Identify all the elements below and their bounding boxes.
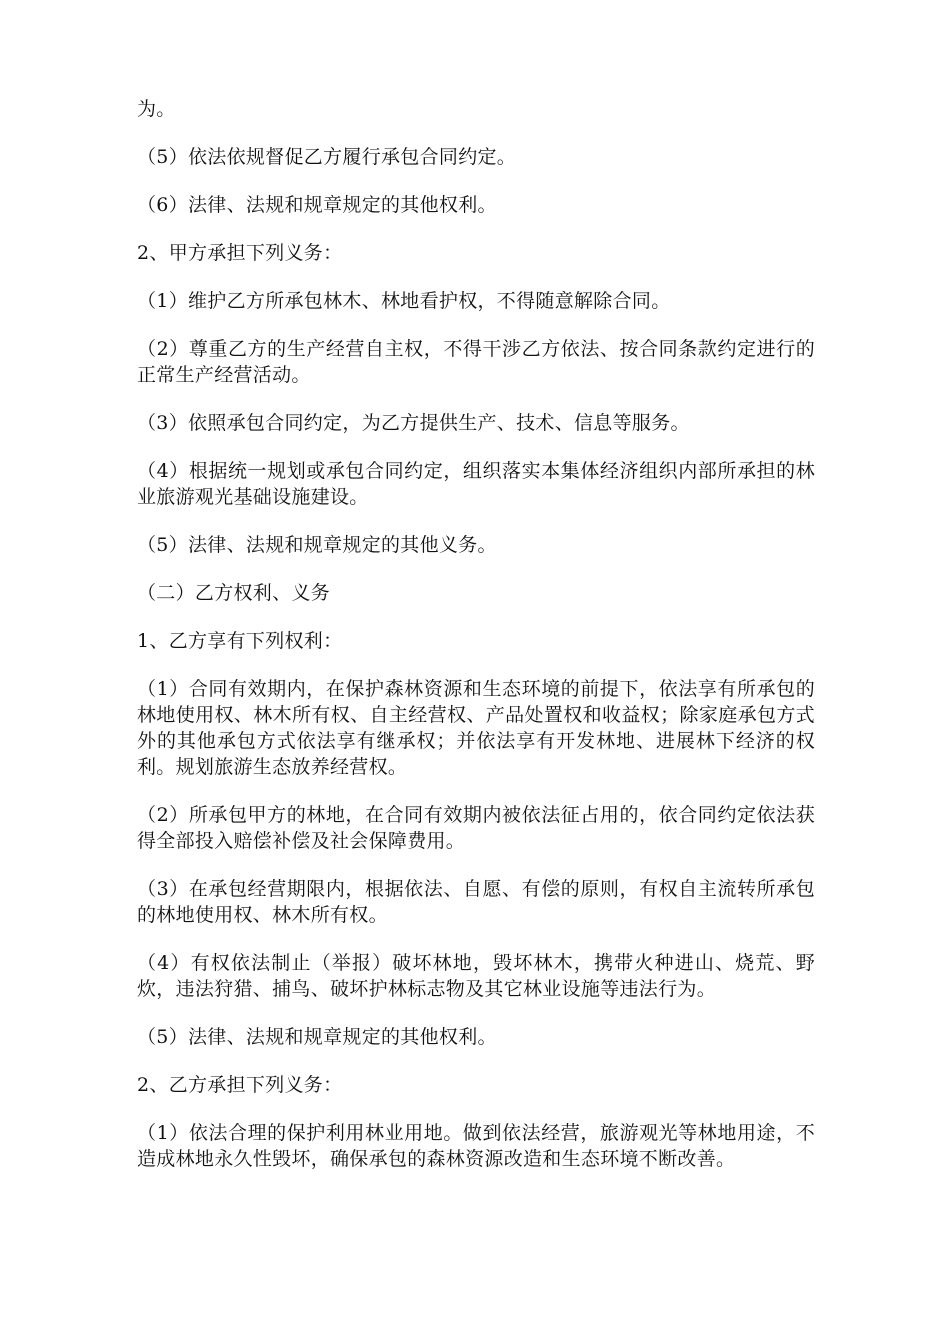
paragraph: （3）依照承包合同约定，为乙方提供生产、技术、信息等服务。 xyxy=(137,412,690,434)
paragraph: （4）根据统一规划或承包合同约定，组织落实本集体经济组织内部所承担的林业旅游观光基础设施建设。 xyxy=(137,460,815,508)
paragraph: （5）法律、法规和规章规定的其他权利。 xyxy=(137,1026,497,1048)
paragraph: （1）合同有效期内，在保护森林资源和生态环境的前提下，依法享有所承包的林地使用权、林木所有权、自主经营权、产品处置权和收益权；除家庭承包方式外的其他承包方式依法享有继承权；并依法享有开发林地、进展林下经济的权利。规划旅游生态放养经营权。 xyxy=(137,678,815,778)
paragraph: （5）法律、法规和规章规定的其他义务。 xyxy=(137,534,497,556)
paragraph: 为。 xyxy=(137,98,176,120)
section-heading: 2、乙方承担下列义务： xyxy=(137,1074,343,1096)
paragraph: （4）有权依法制止（举报）破坏林地，毁坏林木，携带火种进山、烧荒、野炊，违法狩猎、捕鸟、破坏护林标志物及其它林业设施等违法行为。 xyxy=(137,952,815,1000)
paragraph: （6）法律、法规和规章规定的其他权利。 xyxy=(137,194,497,216)
paragraph: （5）依法依规督促乙方履行承包合同约定。 xyxy=(137,146,517,168)
paragraph: （2）尊重乙方的生产经营自主权，不得干涉乙方依法、按合同条款约定进行的正常生产经营活动。 xyxy=(137,338,815,386)
section-heading: 1、乙方享有下列权利： xyxy=(137,630,343,652)
section-heading: （二）乙方权利、义务 xyxy=(137,582,331,604)
paragraph: （1）依法合理的保护利用林业用地。做到依法经营，旅游观光等林地用途，不造成林地永久性毁坏，确保承包的森林资源改造和生态环境不断改善。 xyxy=(137,1122,815,1170)
paragraph: （1）维护乙方所承包林木、林地看护权，不得随意解除合同。 xyxy=(137,290,671,312)
section-heading: 2、甲方承担下列义务： xyxy=(137,242,343,264)
paragraph: （2）所承包甲方的林地，在合同有效期内被依法征占用的，依合同约定依法获得全部投入赔偿补偿及社会保障费用。 xyxy=(137,804,815,852)
document-page xyxy=(137,96,815,1194)
paragraph: （3）在承包经营期限内，根据依法、自愿、有偿的原则，有权自主流转所承包的林地使用权、林木所有权。 xyxy=(137,878,815,926)
